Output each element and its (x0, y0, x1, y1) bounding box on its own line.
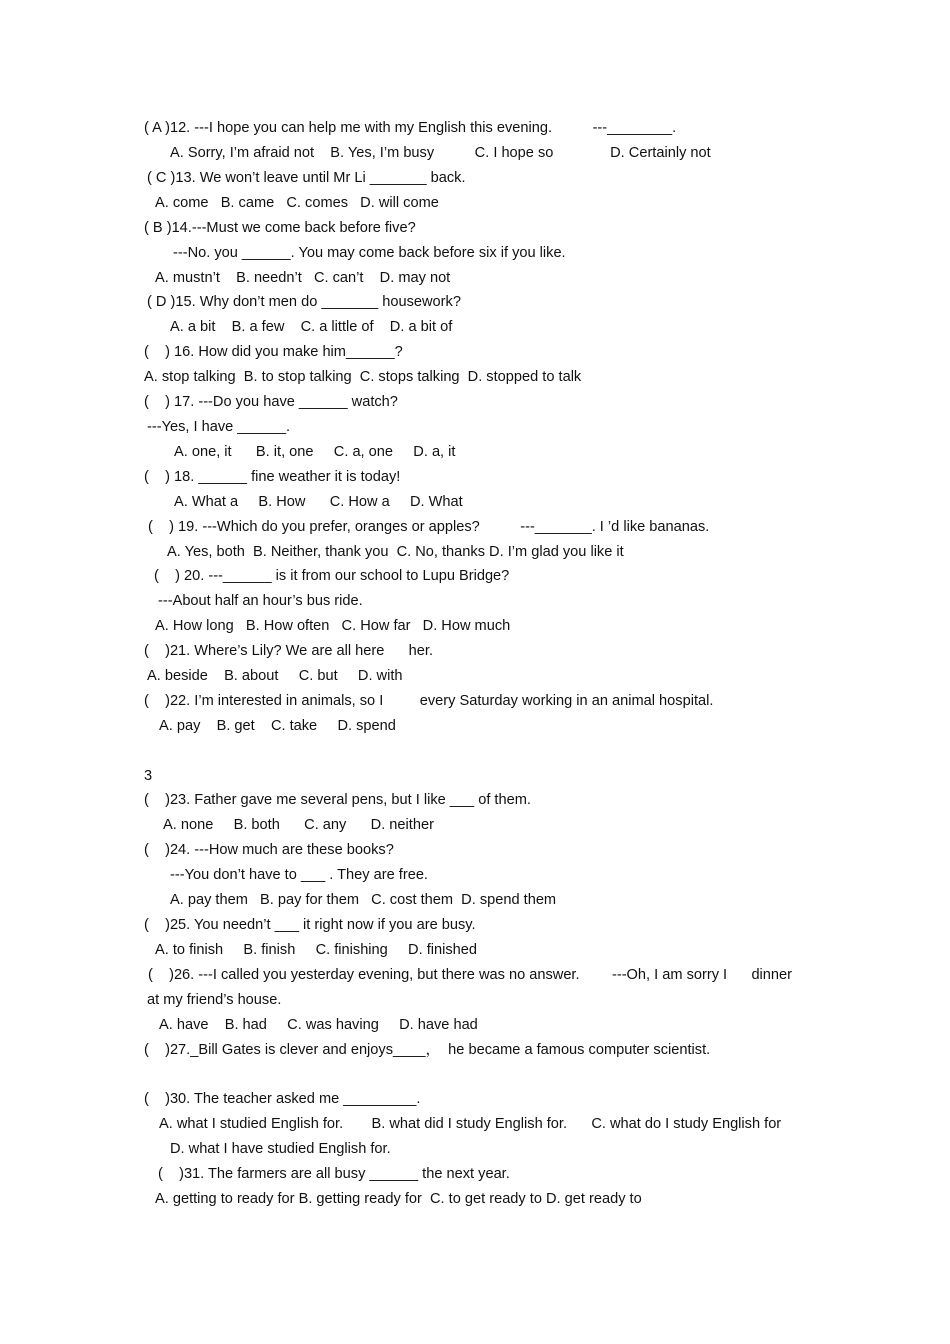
question-31-options: A. getting to ready for B. getting ready for C. to get ready to D. get ready to (155, 1191, 642, 1207)
question-30-option-d: D. what I have studied English for. (170, 1141, 391, 1157)
question-24-options: A. pay them B. pay for them C. cost them D. spend them (170, 892, 557, 908)
question-17: ( ) 17. ---Do you have ______ watch? (144, 394, 398, 410)
question-30-options: A. what I studied English for. B. what did I study English for. C. what do I study English for (159, 1116, 782, 1132)
question-25-options: A. to finish B. finish C. finishing D. finished (155, 942, 478, 958)
question-19-options: A. Yes, both B. Neither, thank you C. No, thanks D. I’m glad you like it (167, 544, 624, 560)
section-number: 3 (144, 768, 153, 784)
question-24-reply: ---You don’t have to ___ . They are free. (170, 867, 428, 883)
question-26: ( )26. ---I called you yesterday evening, but there was no answer. ---Oh, I am sorry I dinner (148, 967, 793, 983)
question-26-cont: at my friend’s house. (147, 992, 282, 1008)
question-21: ( )21. Where’s Lily? We are all here her. (144, 643, 434, 659)
question-20-options: A. How long B. How often C. How far D. How much (155, 618, 511, 634)
question-12: ( A )12. ---I hope you can help me with my English this evening. ---________. (144, 120, 677, 136)
question-27: ( )27._Bill Gates is clever and enjoys____， he became a famous computer scientist. (144, 1042, 711, 1058)
question-16: ( ) 16. How did you make him______? (144, 344, 403, 360)
question-13-options: A. come B. came C. comes D. will come (155, 195, 439, 211)
question-14-reply: ---No. you ______. You may come back before six if you like. (173, 245, 566, 261)
question-17-reply: ---Yes, I have ______. (147, 419, 291, 435)
question-21-options: A. beside B. about C. but D. with (147, 668, 403, 684)
question-22: ( )22. I’m interested in animals, so I every Saturday working in an animal hospital. (144, 693, 714, 709)
question-12-options: A. Sorry, I’m afraid not B. Yes, I’m busy C. I hope so D. Certainly not (170, 145, 711, 161)
question-13: ( C )13. We won’t leave until Mr Li _______ back. (147, 170, 466, 186)
question-26-options: A. have B. had C. was having D. have had (159, 1017, 478, 1033)
question-25: ( )25. You needn’t ___ it right now if you are busy. (144, 917, 476, 933)
question-18: ( ) 18. ______ fine weather it is today! (144, 469, 401, 485)
question-31: ( )31. The farmers are all busy ______ the next year. (158, 1166, 510, 1182)
question-23: ( )23. Father gave me several pens, but I like ___ of them. (144, 792, 531, 808)
question-23-options: A. none B. both C. any D. neither (163, 817, 434, 833)
question-15-options: A. a bit B. a few C. a little of D. a bit of (170, 319, 453, 335)
question-16-options: A. stop talking B. to stop talking C. stops talking D. stopped to talk (144, 369, 582, 385)
question-14-options: A. mustn’t B. needn’t C. can’t D. may not (155, 270, 451, 286)
question-24: ( )24. ---How much are these books? (144, 842, 394, 858)
question-19: ( ) 19. ---Which do you prefer, oranges or apples? ---_______. I ’d like bananas. (148, 519, 710, 535)
question-18-options: A. What a B. How C. How a D. What (174, 494, 463, 510)
question-17-options: A. one, it B. it, one C. a, one D. a, it (174, 444, 456, 460)
question-14: ( B )14.---Must we come back before five? (144, 220, 416, 236)
question-20: ( ) 20. ---______ is it from our school to Lupu Bridge? (154, 568, 510, 584)
question-20-reply: ---About half an hour’s bus ride. (158, 593, 363, 609)
question-30: ( )30. The teacher asked me _________. (144, 1091, 421, 1107)
question-15: ( D )15. Why don’t men do _______ housework? (147, 294, 461, 310)
question-22-options: A. pay B. get C. take D. spend (159, 718, 396, 734)
